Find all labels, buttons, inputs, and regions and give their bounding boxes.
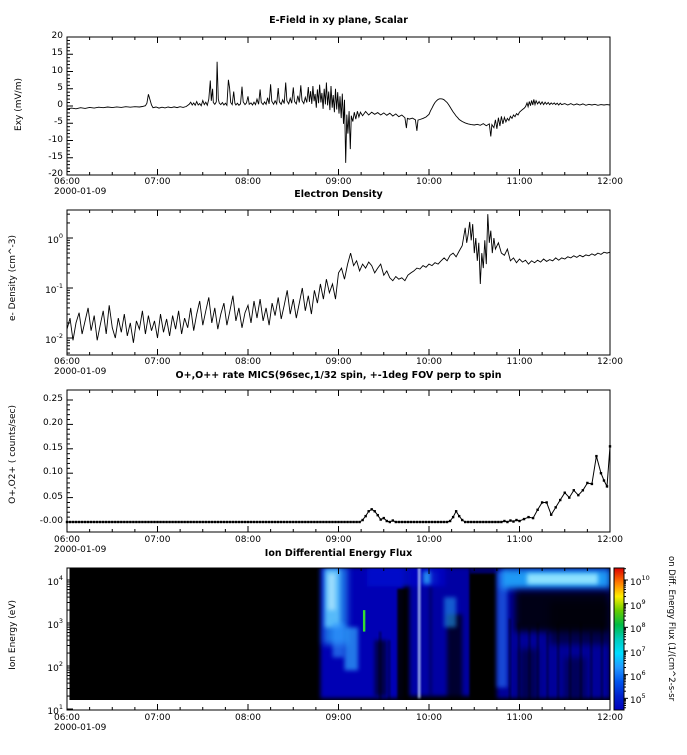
tick-label: $10^3$ <box>47 617 63 631</box>
tick-label: $10^9$ <box>630 597 646 612</box>
panel1-ylabel: Exy (mV/m) <box>14 78 24 131</box>
tick-label: 07:00 <box>144 177 171 187</box>
tick-label: -15 <box>48 151 63 162</box>
tick-label: 2000-01-09 <box>54 367 107 377</box>
tick-label: $10^2$ <box>47 660 63 674</box>
tick-label: 07:00 <box>144 713 171 723</box>
ion-rate-markers <box>66 445 611 523</box>
tick-label: 0.10 <box>42 467 63 478</box>
tick-label: 09:00 <box>325 535 352 545</box>
tick-label: $10^{10}$ <box>630 574 650 588</box>
tick-label: 0 <box>57 100 63 110</box>
tick-label: 0.20 <box>42 418 63 429</box>
tick-label: 12:00 <box>597 535 623 545</box>
tick-label: 10:00 <box>416 177 442 187</box>
electron-density-trace <box>67 214 610 343</box>
tick-label: $10^6$ <box>630 668 646 683</box>
efield-trace <box>67 62 610 163</box>
tick-label: 12:00 <box>597 713 623 723</box>
tick-label: 10 <box>51 65 63 76</box>
panel2-axes <box>67 210 610 355</box>
panel3-axes <box>67 390 610 532</box>
colorbar-ticks <box>624 569 628 708</box>
tick-label: 09:00 <box>325 357 352 367</box>
tick-label: 06:00 <box>54 713 80 723</box>
tick-label: 11:00 <box>506 535 533 545</box>
tick-label: 08:00 <box>235 535 261 545</box>
spectrogram-image <box>70 567 611 700</box>
tick-label: 15 <box>51 48 63 59</box>
tick-label: $10^5$ <box>630 692 646 707</box>
colorbar-label: on Diff. Energy Flux (1/(cm^2-s-sr <box>666 556 676 702</box>
tick-label: $10^{-1}$ <box>45 282 63 296</box>
tick-label: 20 <box>51 31 63 41</box>
tick-label: 08:00 <box>235 713 261 723</box>
tick-label: 10:00 <box>416 713 442 723</box>
tick-label: $10^{-2}$ <box>45 332 63 346</box>
tick-label: 06:00 <box>54 177 80 187</box>
tick-label: 2000-01-09 <box>54 723 107 733</box>
tick-label: 06:00 <box>54 535 80 545</box>
tick-label: $10^8$ <box>630 621 646 636</box>
tick-label: 2000-01-09 <box>54 545 107 555</box>
tick-label: $10^4$ <box>47 574 63 588</box>
tick-label: 11:00 <box>506 357 533 367</box>
panel3-ylabel: O+,O2+ ( counts/sec) <box>8 405 18 504</box>
tick-label: -10 <box>48 134 63 145</box>
tick-label: 11:00 <box>506 177 533 187</box>
panel4-ylabel: Ion Energy (eV) <box>8 600 18 670</box>
tick-label: 09:00 <box>325 177 352 187</box>
tick-label: 5 <box>57 82 63 93</box>
panel4-title: Ion Differential Energy Flux <box>264 548 413 559</box>
tick-label: 0.15 <box>42 442 63 453</box>
tick-label: 09:00 <box>325 713 352 723</box>
tick-label: 0.05 <box>42 491 63 502</box>
tick-label: -5 <box>54 117 63 128</box>
tick-label: 10:00 <box>416 357 442 367</box>
tick-label: 08:00 <box>235 357 261 367</box>
tick-label: 07:00 <box>144 357 171 367</box>
tick-label: 12:00 <box>597 357 623 367</box>
panel2-ylabel: e- Density (cm^-3) <box>8 235 18 321</box>
colorbar <box>614 568 624 710</box>
tick-label: 11:00 <box>506 713 533 723</box>
tick-label: $10^7$ <box>630 644 646 659</box>
tick-label: 10:00 <box>416 535 442 545</box>
ion-rate-trace <box>67 446 610 522</box>
tick-label: $10^0$ <box>47 232 63 246</box>
tick-label: 07:00 <box>144 535 171 545</box>
tick-label: 2000-01-09 <box>54 187 107 197</box>
tick-label: 0.25 <box>42 394 63 404</box>
tick-label: 12:00 <box>597 177 623 187</box>
panel3-title: O+,O++ rate MICS(96sec,1/32 spin, +-1deg FOV perp to spin <box>175 370 502 381</box>
tick-label: $10^1$ <box>47 703 63 717</box>
tick-label: 08:00 <box>235 177 261 187</box>
tick-label: -20 <box>48 169 63 179</box>
tick-label: 06:00 <box>54 357 80 367</box>
tick-label: -0.00 <box>39 516 63 526</box>
panel1-title: E-Field in xy plane, Scalar <box>269 15 408 26</box>
panel2-title: Electron Density <box>294 189 383 200</box>
